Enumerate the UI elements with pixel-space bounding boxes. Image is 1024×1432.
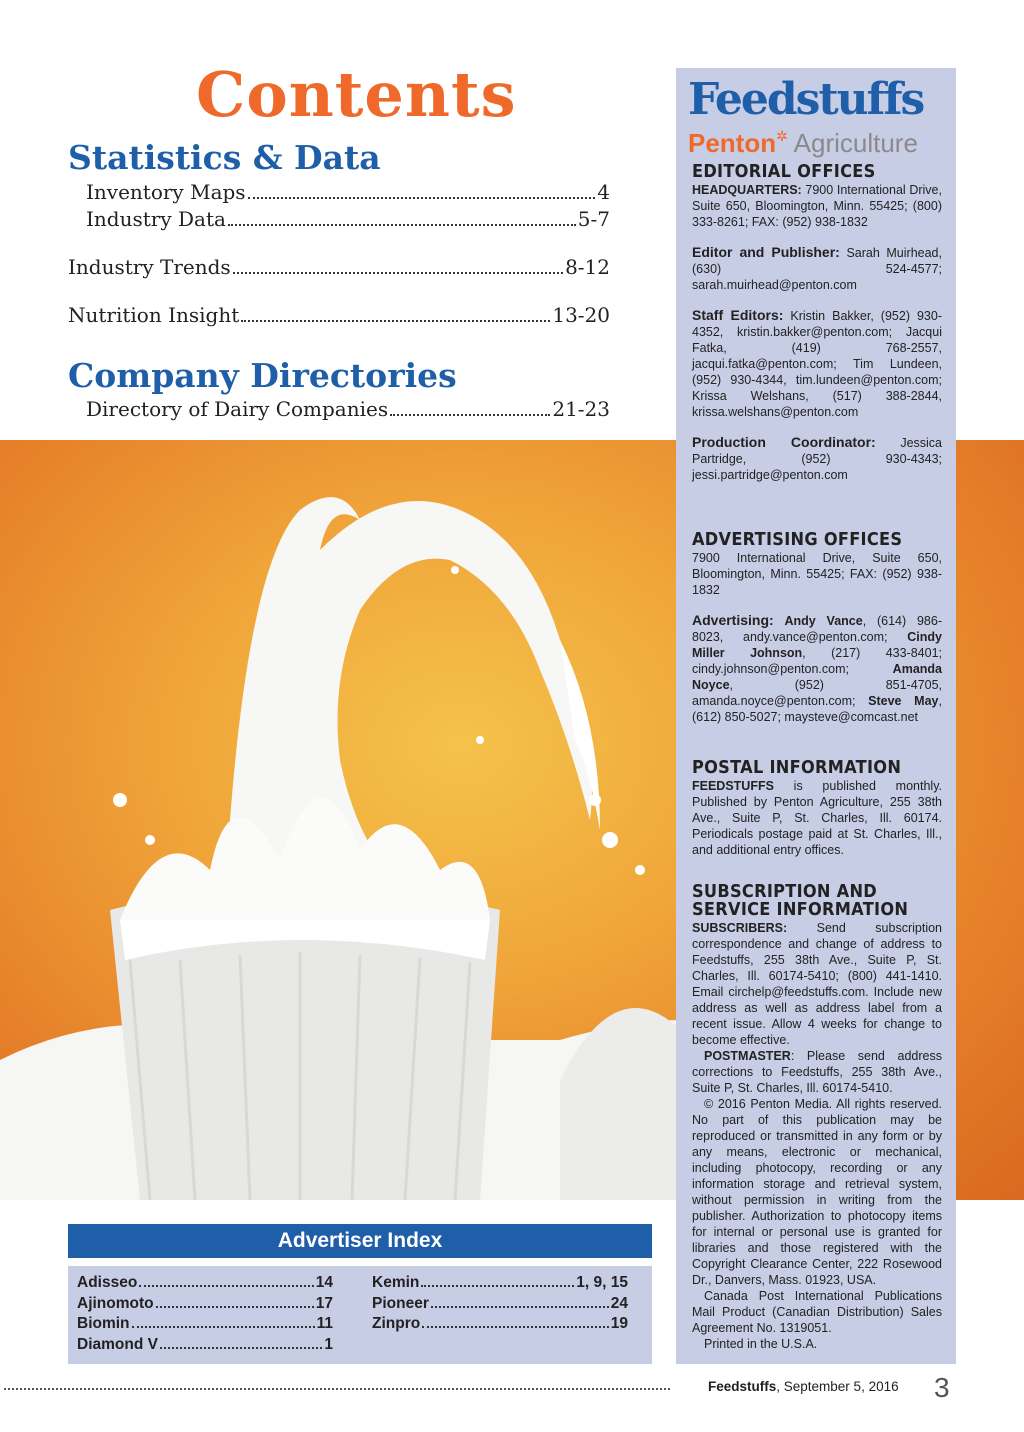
postmaster-text: POSTMASTER: Please send address corrections to Feedstuffs, 255 38th Ave., Suite P, St. Charles, Ill. 60174-5410. [692, 1049, 942, 1095]
toc-page: 8-12 [565, 255, 610, 279]
advertising-address: 7900 International Drive, Suite 650, Bloomington, Minn. 55425; FAX: (952) 938-1832 [692, 551, 942, 597]
agriculture-wordmark: Agriculture [793, 128, 918, 158]
advertiser-item[interactable]: Pioneer 24 [372, 1295, 628, 1312]
footer-publication: Feedstuffs, September 5, 2016 [708, 1379, 899, 1394]
staff-editors-text: Staff Editors: Kristin Bakker, (952) 930-4352, kristin.bakker@penton.com; Jacqui Fatka, (419) 768-2557, jacqui.fatka@penton.com; Tim Lundeen, (952) 930-4344, tim.lundeen@penton.com; Krissa Welshans, (517) 388-2844, krissa.welshans@penton.com [692, 307, 942, 419]
advertiser-item[interactable]: Adisseo 14 [77, 1274, 333, 1291]
toc-label: Directory of Dairy Companies [86, 397, 389, 421]
toc-label: Industry Data [86, 207, 226, 231]
editorial-heading: EDITORIAL OFFICES [692, 161, 876, 182]
advertiser-item[interactable]: Ajinomoto 17 [77, 1295, 333, 1312]
canada-post-text: Canada Post International Publications Mail Product (Canadian Distribution) Sales Agreement No. 1319051. [692, 1289, 942, 1335]
penton-wordmark: Penton [688, 128, 777, 158]
toc-entry-nutrition-insight[interactable] [68, 303, 610, 327]
toc-page: 4 [597, 180, 610, 204]
directories-heading: Company Directories [68, 356, 457, 395]
toc-page: 5-7 [577, 207, 610, 231]
copyright-text: © 2016 Penton Media. All rights reserved. No part of this publication may be reproduced or transmitted in any form or by any means, electronic or mechanical, including photocopy, recording or any information storage and retrieval system, without permission in writing from the publisher. Authorization to photocopy items for internal or personal use is granted for libraries and those registered with the Copyright Clearance Center, 222 Rosewood Dr., Danvers, Mass. 01923, USA. [692, 1097, 942, 1287]
toc-page: 21-23 [552, 397, 610, 421]
advertiser-index-title: Advertiser Index [68, 1224, 652, 1258]
toc-label: Industry Trends [68, 255, 231, 279]
editorial-offices [692, 161, 942, 483]
toc-leader [241, 320, 550, 322]
penton-agriculture-logo [688, 128, 918, 159]
advertising-contacts: Advertising: Andy Vance, (614) 986-8023, andy.vance@penton.com; Cindy Miller Johnson, (217) 433-8401; cindy.johnson@penton.com; Amanda Noyce, (952) 851-4705, amanda.noyce@penton.com; Steve May, (612) 850-5027; maysteve@comcast.net [692, 612, 942, 724]
advertising-heading: ADVERTISING OFFICES [692, 529, 903, 550]
postal-information [692, 757, 942, 858]
toc-entry-industry-data[interactable] [86, 207, 610, 231]
advertiser-item[interactable]: Diamond V 1 [77, 1336, 333, 1353]
production-coordinator-text: Production Coordinator: Jessica Partridge, (952) 930-4343; jessi.partridge@penton.com [692, 434, 942, 482]
toc-page: 13-20 [552, 303, 610, 327]
subscription-heading-2: SERVICE INFORMATION [692, 899, 909, 920]
advertiser-item[interactable]: Kemin 1, 9, 15 [372, 1274, 628, 1291]
postal-text: FEEDSTUFFS is published monthly. Published by Penton Agriculture, 255 38th Ave., Suite P, St. Charles, Ill. 60174. Periodicals postage paid at St. Charles, Ill., and additional entry offices. [692, 779, 942, 857]
feedstuffs-logo: Feedstuffs [688, 74, 924, 125]
toc-leader [228, 224, 576, 226]
toc-leader [248, 197, 596, 199]
subscribers-text: SUBSCRIBERS: Send subscription correspondence and change of address to Feedstuffs, 255 38th Ave., Suite P, St. Charles, Ill. 60174-5410; (800) 441-1410. Email circhelp@feedstuffs.com. Include new address as well as address label from a recent issue. Allow 4 weeks for change to become effective. [692, 921, 942, 1047]
editor-publisher-text: Editor and Publisher: Sarah Muirhead, (630) 524-4577; sarah.muirhead@penton.com [692, 244, 942, 292]
footer-leader [4, 1388, 670, 1390]
subscription-information [692, 881, 942, 1352]
page-number: 3 [934, 1372, 950, 1403]
toc-entry-dairy-directory[interactable] [86, 397, 610, 421]
advertising-offices [692, 529, 942, 725]
statistics-heading: Statistics & Data [68, 138, 381, 177]
toc-entry-industry-trends[interactable] [68, 255, 610, 279]
masthead-sidebar [676, 68, 956, 1364]
toc-leader [233, 272, 563, 274]
printed-in-text: Printed in the U.S.A. [704, 1337, 818, 1351]
subscription-heading-1: SUBSCRIPTION AND [692, 881, 878, 902]
contents-title: Contents [196, 58, 517, 131]
postal-heading: POSTAL INFORMATION [692, 757, 902, 778]
advertiser-item[interactable]: Zinpro 19 [372, 1315, 628, 1332]
toc-entry-inventory-maps[interactable] [86, 180, 610, 204]
advertiser-index-list [68, 1266, 652, 1364]
advertiser-item[interactable]: Biomin 11 [77, 1315, 333, 1332]
toc-label: Inventory Maps [86, 180, 246, 204]
toc-leader [390, 414, 550, 416]
penton-star-icon: ✲ [776, 128, 788, 144]
headquarters-text: HEADQUARTERS: 7900 International Drive, Suite 650, Bloomington, Minn. 55425; (800) 333-8261; FAX: (952) 938-1832 [692, 183, 942, 229]
toc-label: Nutrition Insight [68, 303, 240, 327]
